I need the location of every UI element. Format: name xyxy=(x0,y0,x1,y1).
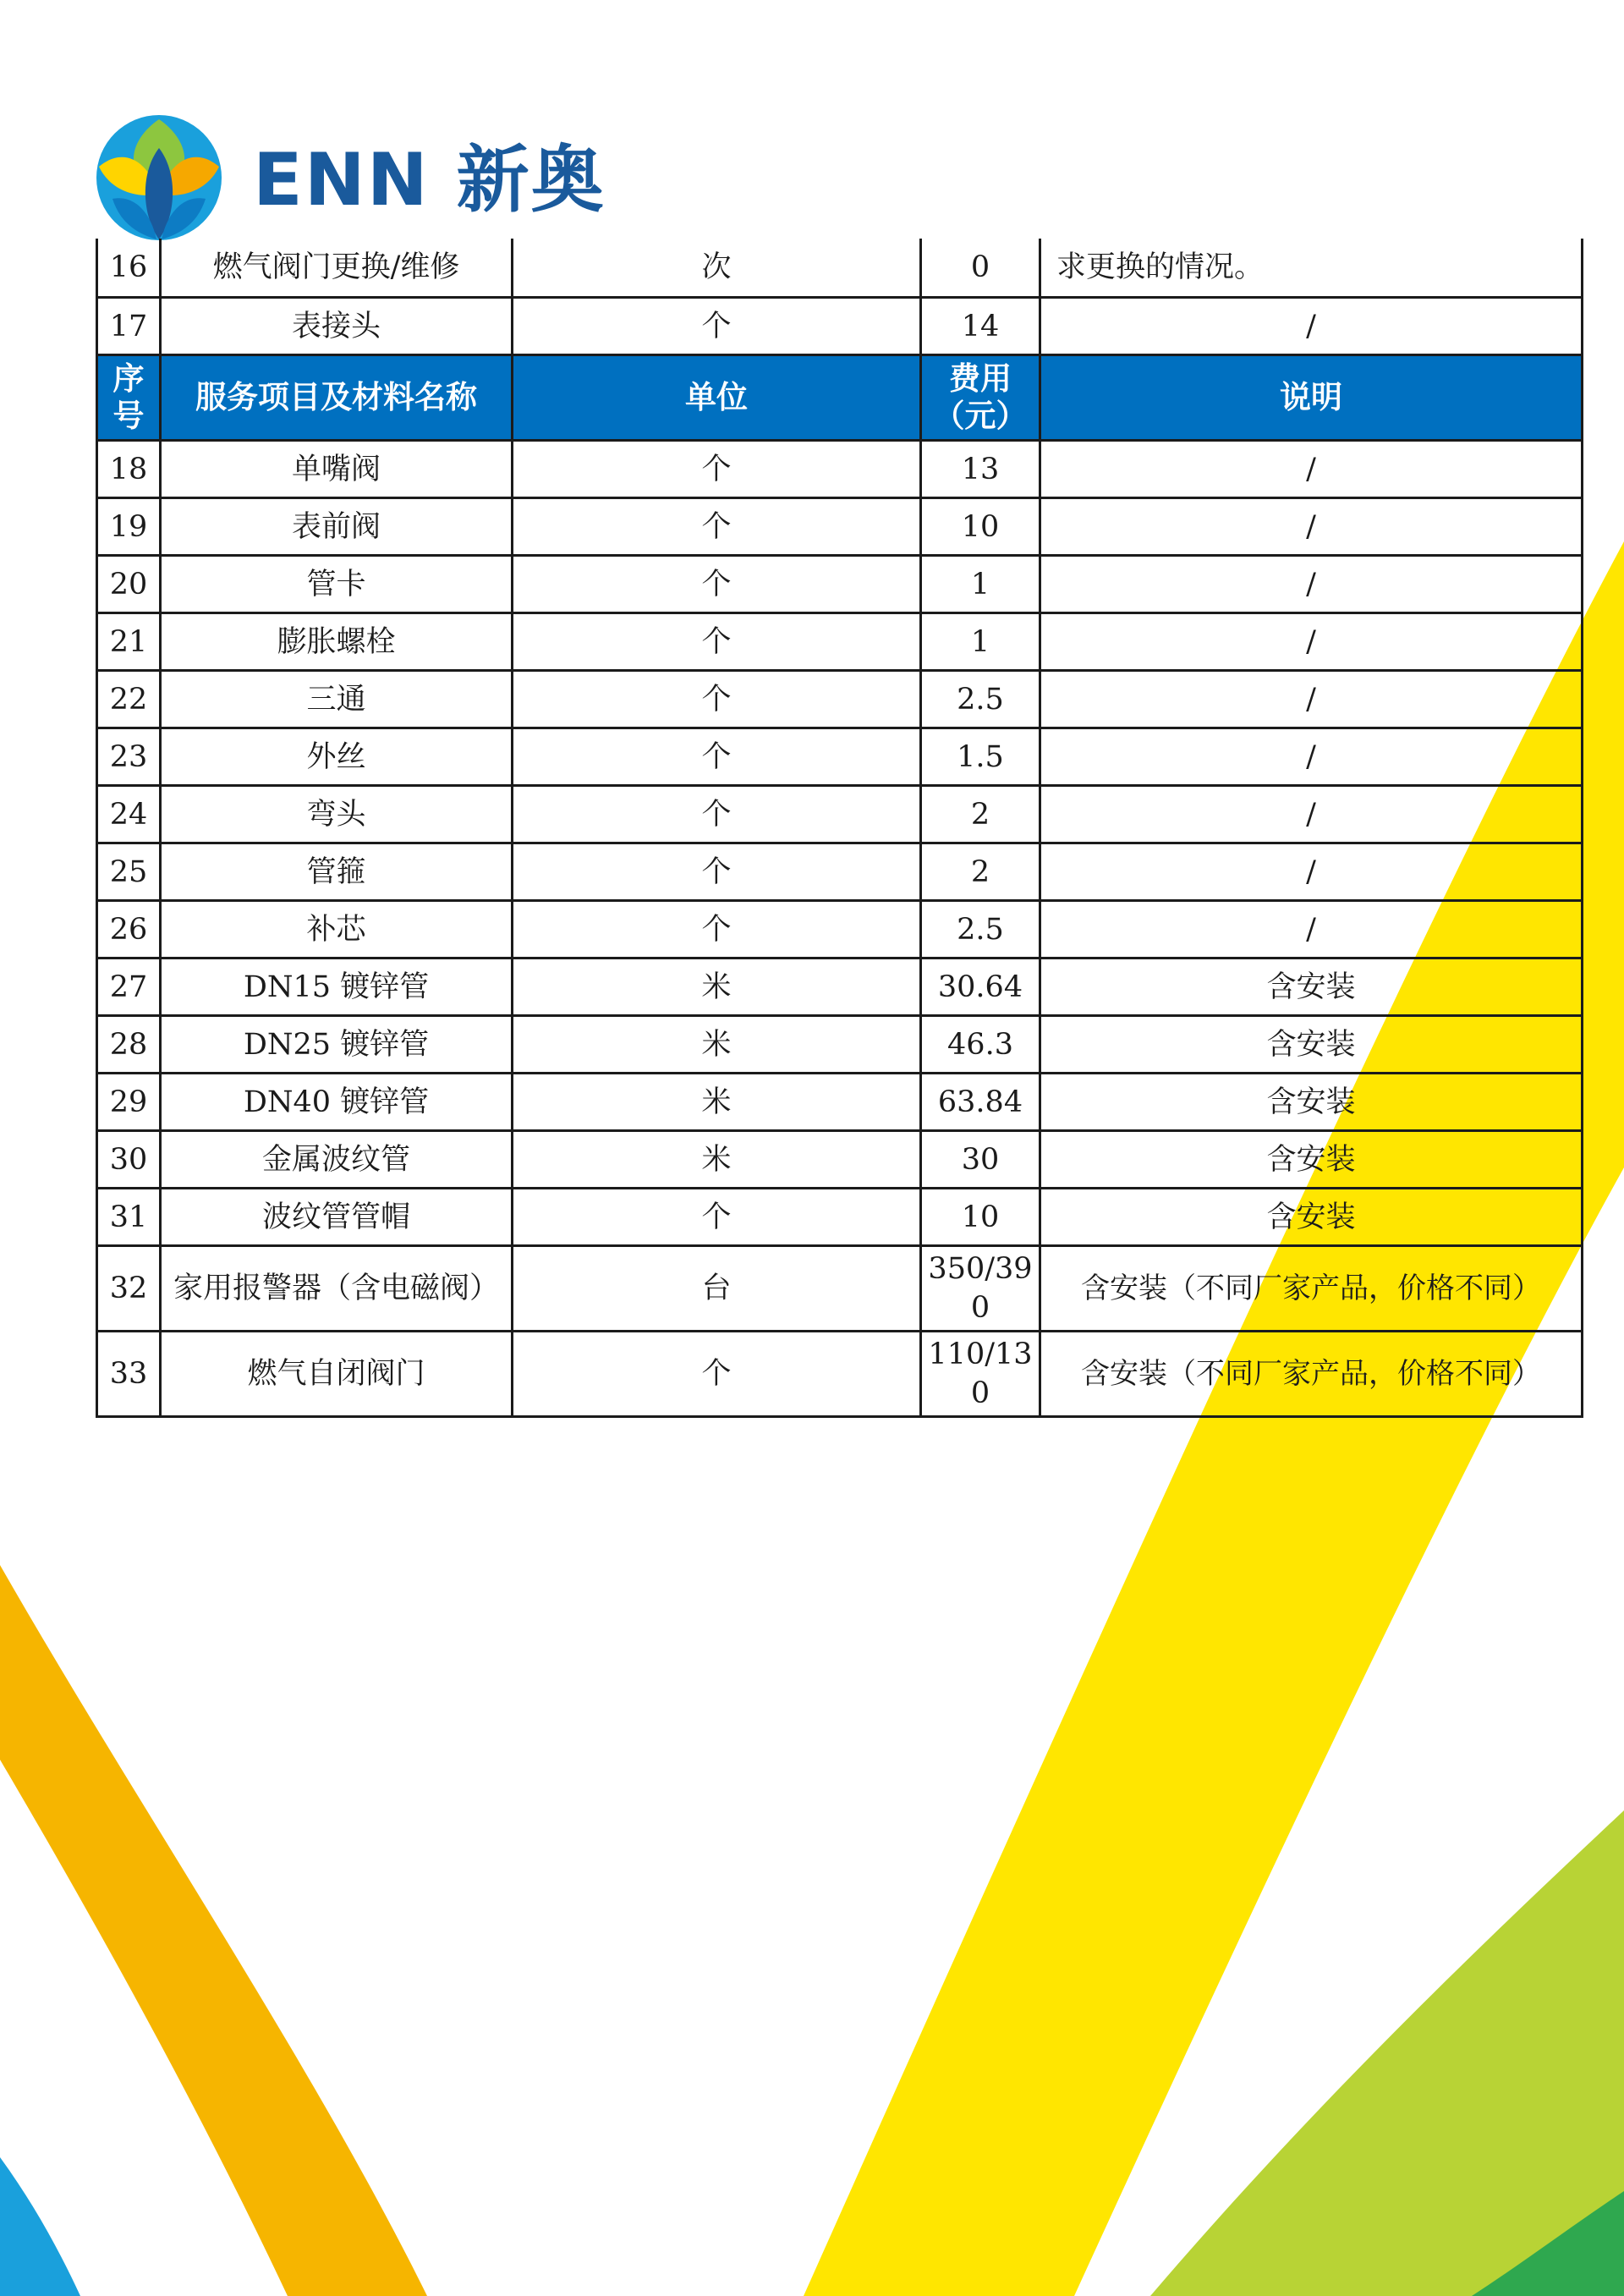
cell-unit: 米 xyxy=(513,958,921,1016)
cell-name: 膨胀螺栓 xyxy=(161,613,513,671)
table-row xyxy=(97,441,1583,498)
table-row xyxy=(97,1189,1583,1246)
cell-name: 管卡 xyxy=(161,556,513,613)
cell-no: 23 xyxy=(97,728,161,786)
cell-name: 三通 xyxy=(161,671,513,728)
cell-name: 管箍 xyxy=(161,843,513,901)
cell-unit: 个 xyxy=(513,441,921,498)
cell-no: 24 xyxy=(97,786,161,843)
table-row xyxy=(97,1332,1583,1417)
cell-note: / xyxy=(1040,613,1583,671)
cell-name: 金属波纹管 xyxy=(161,1131,513,1189)
cell-price: 1 xyxy=(921,613,1040,671)
cell-unit: 个 xyxy=(513,728,921,786)
cell-unit: 台 xyxy=(513,1246,921,1332)
cell-note: 含安装 xyxy=(1040,1074,1583,1131)
cell-unit: 个 xyxy=(513,298,921,355)
cell-unit: 个 xyxy=(513,901,921,958)
table-row xyxy=(97,1016,1583,1074)
cell-unit: 个 xyxy=(513,1189,921,1246)
cell-no: 29 xyxy=(97,1074,161,1131)
table-row xyxy=(97,613,1583,671)
table-row xyxy=(97,728,1583,786)
cell-name: DN15 镀锌管 xyxy=(161,958,513,1016)
cell-note: / xyxy=(1040,843,1583,901)
cell-no: 28 xyxy=(97,1016,161,1074)
cell-name: 家用报警器（含电磁阀） xyxy=(161,1246,513,1332)
cell-price: 350/390 xyxy=(921,1246,1040,1332)
cell-note: 含安装 xyxy=(1040,1189,1583,1246)
table-body xyxy=(97,441,1583,1246)
header-unit: 单位 xyxy=(513,355,921,441)
table-row xyxy=(97,1246,1583,1332)
table-row xyxy=(97,958,1583,1016)
header-note: 说明 xyxy=(1040,355,1583,441)
table-row xyxy=(97,239,1583,298)
table-header-row xyxy=(97,355,1583,441)
cell-unit: 个 xyxy=(513,556,921,613)
header-no: 序号 xyxy=(97,355,161,441)
table-row xyxy=(97,298,1583,355)
cell-unit: 米 xyxy=(513,1016,921,1074)
cell-no: 18 xyxy=(97,441,161,498)
cell-no: 16 xyxy=(97,239,161,298)
cell-price: 2 xyxy=(921,843,1040,901)
cell-price: 63.84 xyxy=(921,1074,1040,1131)
cell-name: 弯头 xyxy=(161,786,513,843)
table-row xyxy=(97,843,1583,901)
cell-no: 17 xyxy=(97,298,161,355)
cell-no: 25 xyxy=(97,843,161,901)
cell-no: 31 xyxy=(97,1189,161,1246)
price-table xyxy=(96,239,1583,1418)
logo-brand-text: ENN 新奥 xyxy=(253,138,606,222)
cell-note: / xyxy=(1040,441,1583,498)
cell-note: / xyxy=(1040,498,1583,556)
cell-price: 2 xyxy=(921,786,1040,843)
cell-price: 30.64 xyxy=(921,958,1040,1016)
cell-name: DN25 镀锌管 xyxy=(161,1016,513,1074)
cell-name: 燃气阀门更换/维修 xyxy=(161,239,513,298)
cell-no: 30 xyxy=(97,1131,161,1189)
company-logo xyxy=(96,114,606,241)
cell-name: 补芯 xyxy=(161,901,513,958)
table-row xyxy=(97,498,1583,556)
cell-name: 表前阀 xyxy=(161,498,513,556)
table-row xyxy=(97,556,1583,613)
table-row xyxy=(97,671,1583,728)
cell-unit: 个 xyxy=(513,786,921,843)
cell-unit: 个 xyxy=(513,498,921,556)
cell-price: 13 xyxy=(921,441,1040,498)
cell-no: 20 xyxy=(97,556,161,613)
cell-unit: 个 xyxy=(513,613,921,671)
orange-ribbon xyxy=(0,1565,427,2296)
lotus-logo-icon xyxy=(96,114,222,241)
cell-note: / xyxy=(1040,728,1583,786)
cell-unit: 米 xyxy=(513,1131,921,1189)
cell-price: 46.3 xyxy=(921,1016,1040,1074)
table-row xyxy=(97,901,1583,958)
cell-unit: 次 xyxy=(513,239,921,298)
cell-no: 33 xyxy=(97,1332,161,1417)
table-body-tall xyxy=(97,1246,1583,1417)
header-name: 服务项目及材料名称 xyxy=(161,355,513,441)
cell-unit: 个 xyxy=(513,843,921,901)
cell-note: 含安装（不同厂家产品，价格不同） xyxy=(1040,1246,1583,1332)
cell-name: 表接头 xyxy=(161,298,513,355)
cell-note: 含安装 xyxy=(1040,1131,1583,1189)
cell-name: 外丝 xyxy=(161,728,513,786)
table-row xyxy=(97,786,1583,843)
cell-price: 0 xyxy=(921,239,1040,298)
cell-price: 110/130 xyxy=(921,1332,1040,1417)
cell-name: DN40 镀锌管 xyxy=(161,1074,513,1131)
cell-name: 燃气自闭阀门 xyxy=(161,1332,513,1417)
cell-note: / xyxy=(1040,671,1583,728)
cell-note: 求更换的情况。 xyxy=(1040,239,1583,298)
cell-price: 2.5 xyxy=(921,901,1040,958)
cell-unit: 个 xyxy=(513,671,921,728)
cell-unit: 米 xyxy=(513,1074,921,1131)
cell-note: / xyxy=(1040,786,1583,843)
cell-no: 22 xyxy=(97,671,161,728)
cell-no: 27 xyxy=(97,958,161,1016)
cell-note: 含安装 xyxy=(1040,958,1583,1016)
table-row xyxy=(97,1074,1583,1131)
cell-no: 32 xyxy=(97,1246,161,1332)
header-price: 费用（元） xyxy=(921,355,1040,441)
cell-price: 2.5 xyxy=(921,671,1040,728)
blue-ribbon xyxy=(0,2157,80,2296)
cell-price: 1.5 xyxy=(921,728,1040,786)
cell-note: / xyxy=(1040,298,1583,355)
cell-unit: 个 xyxy=(513,1332,921,1417)
cell-note: / xyxy=(1040,556,1583,613)
cell-no: 26 xyxy=(97,901,161,958)
cell-note: 含安装 xyxy=(1040,1016,1583,1074)
cell-price: 14 xyxy=(921,298,1040,355)
cell-note: / xyxy=(1040,901,1583,958)
cell-price: 1 xyxy=(921,556,1040,613)
cell-no: 19 xyxy=(97,498,161,556)
cell-name: 波纹管管帽 xyxy=(161,1189,513,1246)
cell-price: 10 xyxy=(921,1189,1040,1246)
cell-price: 30 xyxy=(921,1131,1040,1189)
cell-name: 单嘴阀 xyxy=(161,441,513,498)
cell-no: 21 xyxy=(97,613,161,671)
cell-note: 含安装（不同厂家产品，价格不同） xyxy=(1040,1332,1583,1417)
cell-price: 10 xyxy=(921,498,1040,556)
table-row xyxy=(97,1131,1583,1189)
